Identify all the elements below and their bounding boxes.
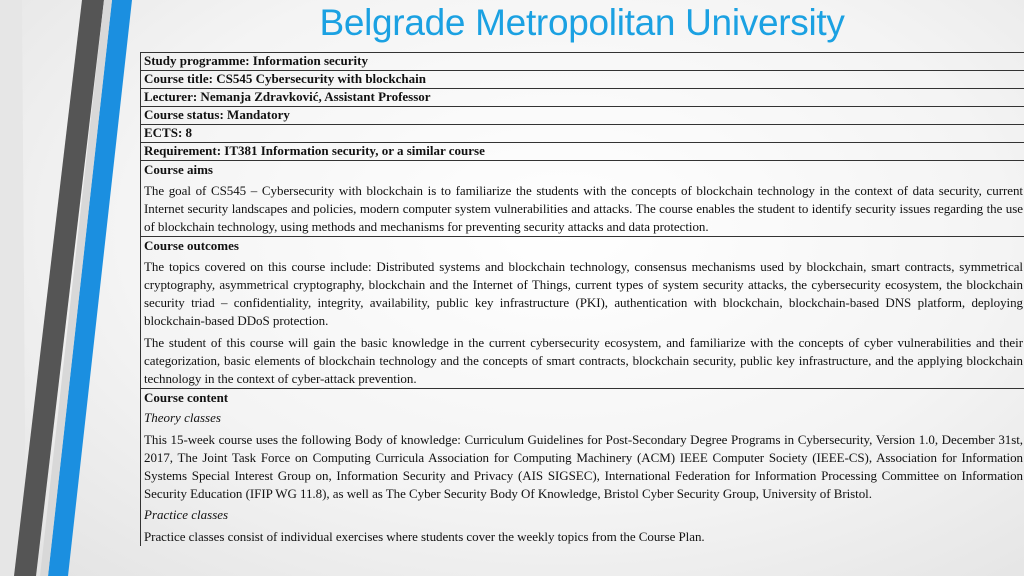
course-status: Course status: Mandatory <box>141 107 1024 125</box>
practice-classes-text: Practice classes consist of individual exercises where students cover the weekly topics from the Course Plan. <box>144 529 705 544</box>
theory-classes-label: Theory classes <box>144 410 221 425</box>
ects: ECTS: 8 <box>141 125 1024 143</box>
course-content-section <box>141 389 1024 546</box>
course-document <box>140 52 1024 546</box>
course-aims-heading: Course aims <box>144 162 213 177</box>
course-aims-section <box>141 161 1024 237</box>
practice-classes-label: Practice classes <box>144 507 229 522</box>
course-outcomes-section <box>141 237 1024 389</box>
course-aims-text: The goal of CS545 – Cybersecurity with blockchain is to familiarize the students with the concepts of blockchain technology in the context of data security, current Internet security landscapes and policies, modern computer system vulnerabilities and attacks. The course enables the student to identify security issues regarding the use of blockchain technology, using methods and mechanisms for preventing security attacks and data protection. <box>144 183 1023 234</box>
theory-classes-text: This 15-week course uses the following Body of knowledge: Curriculum Guidelines for Post-Secondary Degree Programs in Cybersecurity, Version 1.0, December 31st, 2017, The Joint Task Force on Computing Curricula Association for Computing Machinery (ACM) IEEE Computer Society (IEEE-CS), Association for Information Systems Special Interest Group on, Information Security and Privacy (AIS SIGSEC), International Federation for Information Processing Committee on Information Security Education (IFIP WG 11.8), as well as The Cyber Security Body Of Knowledge, Bristol Cyber Security Group, University of Bristol. <box>144 432 1023 501</box>
lecturer: Lecturer: Nemanja Zdravković, Assistant Professor <box>141 89 1024 107</box>
study-programme: Study programme: Information security <box>141 53 1024 71</box>
requirement: Requirement: IT381 Information security, or a similar course <box>141 143 1024 161</box>
course-outcomes-topics: The topics covered on this course include: Distributed systems and blockchain technology, consensus mechanisms used by blockchain, smart contracts, symmetrical cryptography, asymmetrical cryptography, blockchain and the Internet of Things, current types of system security attacks, the cybersecurity ecosystem, the blockchain security triad – confidentiality, integrity, availability, public key infrastructure (PKI), authentication with blockchain, blockchain-based DNS platform, deploying blockchain-based DDoS protection. <box>144 259 1023 328</box>
course-content-heading: Course content <box>144 390 229 405</box>
decorative-stripes <box>0 0 140 576</box>
page-title: Belgrade Metropolitan University <box>319 2 845 43</box>
course-outcomes-knowledge: The student of this course will gain the basic knowledge in the current cybersecurity ecosystem, and familiarize with the concepts of cyber vulnerabilities and their categorization, basic elements of blockchain technology and the concepts of smart contracts, blockchain security, public key infrastructure, and the applying blockchain technology in the context of cyber-attack prevention. <box>144 335 1023 386</box>
course-outcomes-heading: Course outcomes <box>144 238 239 253</box>
course-title: Course title: CS545 Cybersecurity with blockchain <box>141 71 1024 89</box>
